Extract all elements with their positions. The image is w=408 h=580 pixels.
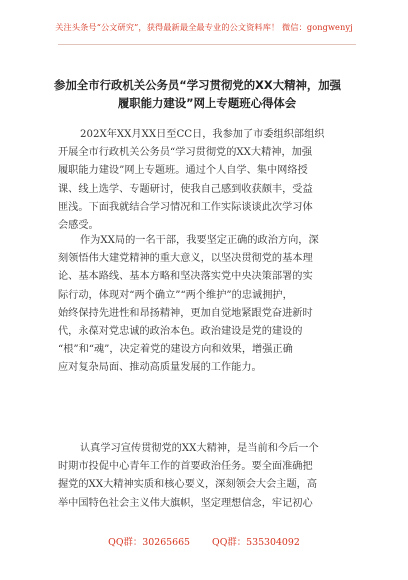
paragraph-line: 开展全市行政机关公务员“学习贯彻党的XX大精神，加强 — [58, 147, 313, 159]
title-line-2: 履职能力建设”网上专题班心得体会 — [117, 96, 297, 110]
footer-contact — [0, 534, 408, 548]
footer-qq-group-2: QQ群：535304092 — [212, 537, 300, 548]
paragraph-line: 作为XX局的一名干部，我要坚定正确的政治方向，深 — [80, 235, 319, 246]
paragraph-line: 认真学习宣传贯彻党的XX大精神，是当前和今后一个 — [80, 443, 319, 454]
paragraph-line: 应对复杂局面、推动高质量发展的工作能力。 — [58, 362, 262, 374]
header-divider — [58, 44, 356, 45]
paragraph-line: 握党的XX大精神实质和核心要义，深刻领会大会主题，高 — [58, 479, 318, 491]
paragraph-line: “根”和“魂”，决定着党的建设方向和效果，增强正确 — [58, 344, 293, 356]
paragraph-3 — [58, 440, 358, 513]
paragraph-line: 匪浅。下面我就结合学习情况和工作实际谈谈此次学习体 — [58, 201, 313, 213]
paragraph-line: 代，永葆对党忠诚的政治本色。政治建设是党的建设的 — [58, 326, 303, 338]
paragraph-line: 举中国特色社会主义伟大旗帜，坚定理想信念，牢记初心 — [58, 497, 313, 509]
paragraph-line: 课、线上选学、专题研讨，使我自己感到收获颇丰，受益 — [58, 183, 313, 195]
paragraph-line: 时期市投促中心青年工作的首要政治任务。要全面准确把 — [58, 461, 313, 473]
paragraph-line: 履职能力建设”网上专题班。通过个人自学、集中网络授 — [58, 165, 308, 177]
title-line-1: 参加全市行政机关公务员“学习贯彻党的XX大精神，加强 — [54, 78, 342, 92]
paragraph-line: 202X年XX月XX日至CC日，我参加了市委组织部组织 — [80, 129, 325, 140]
paragraph-2 — [58, 232, 358, 378]
header-banner: 关注头条号“公文研究”，获得最新最全最专业的公文资料库！ 微信：gongwenyj — [55, 22, 353, 32]
paragraph-line: 始终保持先进性和昂扬精神，更加自觉地紧跟党奋进新时 — [58, 307, 313, 319]
paragraph-line: 会感受。 — [58, 220, 99, 232]
footer-qq-group-1: QQ群：30265665 — [108, 537, 191, 548]
paragraph-line: 论、基本路线、基本方略和坚决落实党中央决策部署的实 — [58, 271, 313, 283]
paragraph-line: 际行动，体现对“两个确立”“两个维护”的忠诚拥护， — [58, 289, 293, 301]
document-title — [54, 76, 360, 112]
paragraph-1 — [58, 126, 358, 235]
paragraph-line: 刻领悟伟大建党精神的重大意义，以坚决贯彻党的基本理 — [58, 253, 313, 265]
